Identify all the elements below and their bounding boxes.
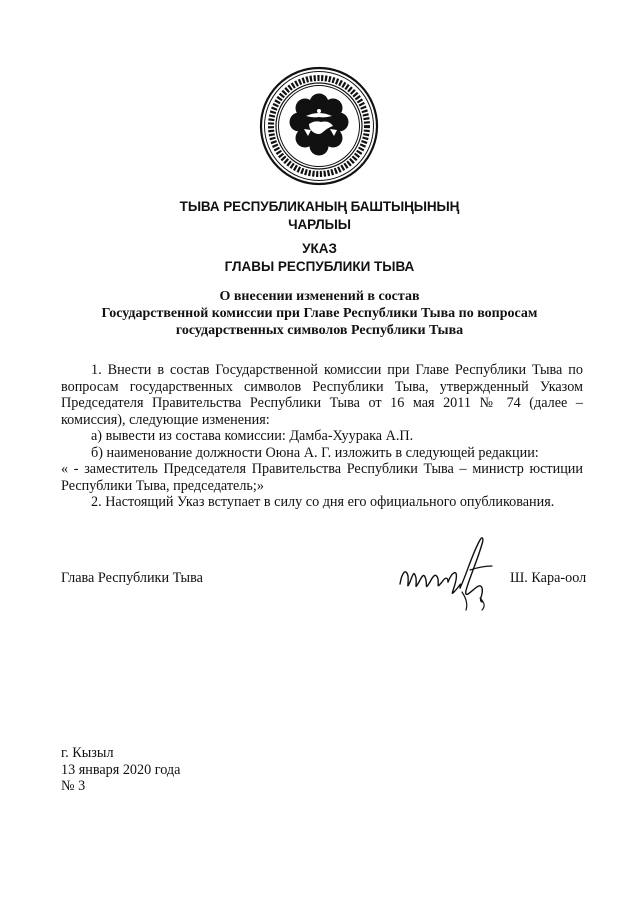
paragraph-1-line4: комиссия), следующие изменения:: [61, 411, 270, 428]
decree-footer: [61, 745, 180, 795]
footer-date: 13 января 2020 года: [61, 761, 181, 778]
quote-line2: Республики Тыва, председатель;»: [61, 477, 264, 494]
heading-tyva-line1: ТЫВА РЕСПУБЛИКАНЫҢ БАШТЫҢЫНЫҢ: [179, 199, 460, 214]
heading-tyva-line2: ЧАРЛЫЫ: [288, 217, 351, 232]
subject-line1: О внесении изменений в состав: [219, 289, 420, 304]
subject-line2: Государственной комиссии при Главе Республики Тыва по вопросам: [101, 306, 538, 321]
subject-line3: государственных символов Республики Тыва: [175, 323, 464, 338]
paragraph-1-line2: вопросам государственных символов Республики Тыва, утвержденный Указом: [61, 378, 583, 395]
handwritten-signature: [396, 532, 500, 612]
footer-city: г. Кызыл: [61, 745, 114, 761]
footer-number: № 3: [61, 778, 86, 794]
paragraph-1-line1: 1. Внести в состав Государственной комиссии при Главе Республики Тыва по: [91, 362, 583, 378]
decree-body: [61, 362, 583, 511]
decree-subject: [0, 288, 639, 339]
paragraph-2: 2. Настоящий Указ вступает в силу со дня его официального опубликования.: [91, 494, 555, 510]
tyva-emblem-icon: [259, 66, 379, 186]
paragraph-a: а) вывести из состава комиссии: Дамба-Хуурака А.П.: [91, 428, 414, 444]
paragraph-b: б) наименование должности Оюна А. Г. изложить в следующей редакции:: [91, 444, 539, 461]
heading-ukaz-line2: ГЛАВЫ РЕСПУБЛИКИ ТЫВА: [224, 259, 415, 274]
heading-ukaz-line1: УКАЗ: [302, 241, 337, 256]
heading-ukaz: [0, 240, 639, 276]
signer-position: Глава Республики Тыва: [61, 570, 203, 586]
signer-name: Ш. Кара-оол: [510, 570, 587, 586]
quote-line1: « - заместитель Председателя Правительства Республики Тыва – министр юстиции: [61, 461, 583, 477]
heading-tyva: [0, 198, 639, 234]
paragraph-1-line3: Председателя Правительства Республики Тыва от 16 мая 2011 № 74 (далее –: [61, 395, 583, 411]
